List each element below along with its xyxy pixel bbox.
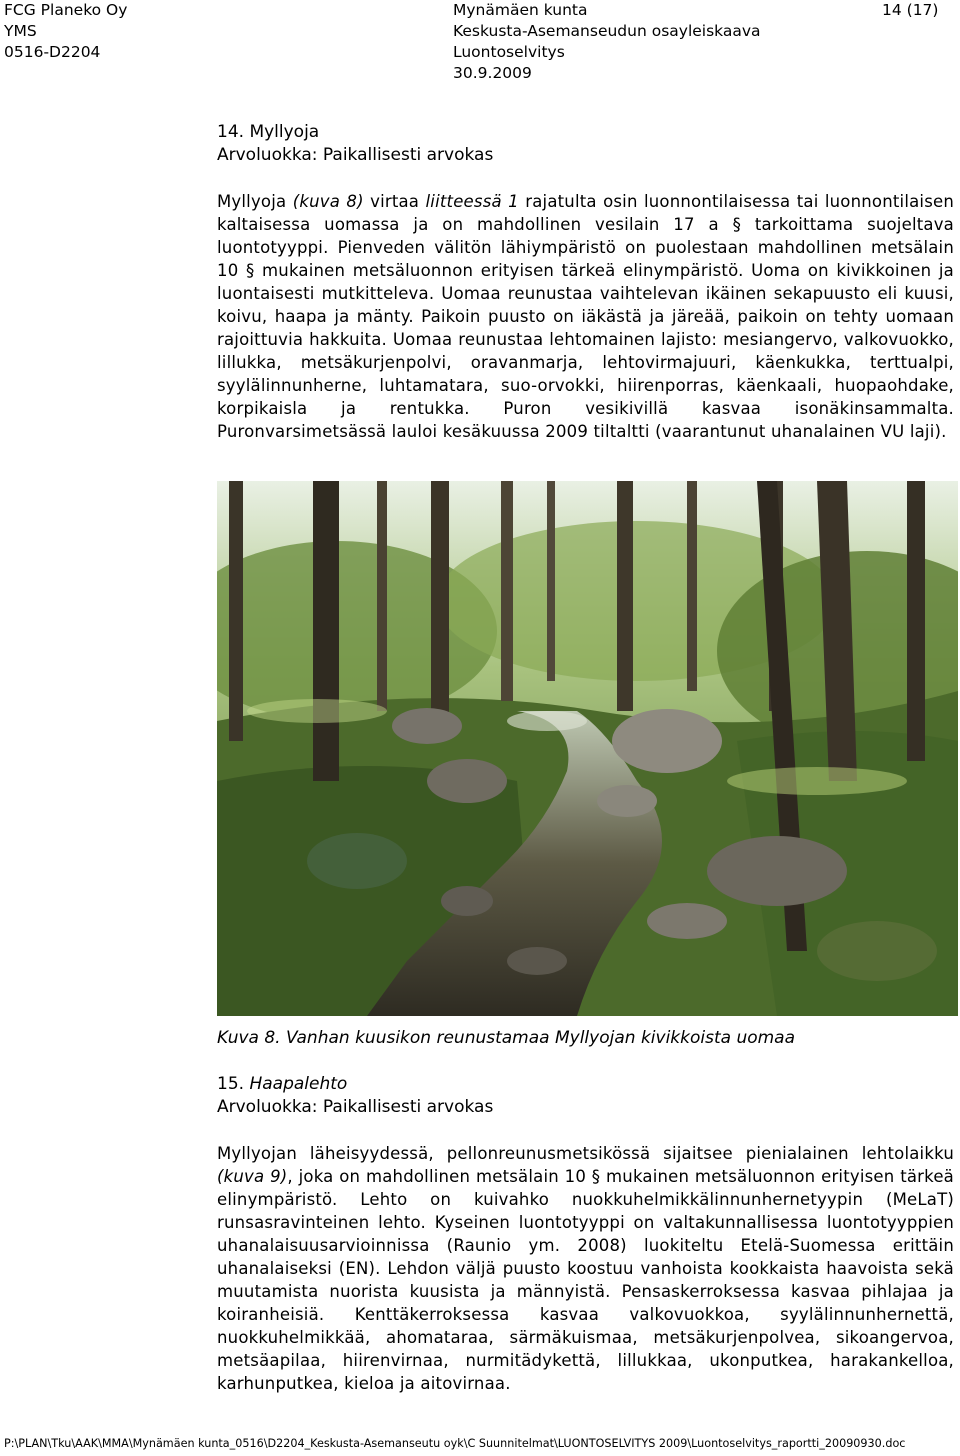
figure-reference: (kuva 8): [292, 192, 364, 211]
section-name: Haapalehto: [249, 1074, 348, 1094]
header-right: [882, 0, 938, 21]
section-14-title: 14. Myllyoja: [217, 122, 320, 142]
section-15-title: [217, 1073, 954, 1096]
section-14-rank: Arvoluokka: Paikallisesti arvokas: [217, 145, 494, 165]
section-15-paragraph: [217, 1142, 954, 1395]
section-14-paragraph: [217, 190, 954, 443]
appendix-reference: liitteessä 1: [425, 192, 519, 211]
header-left: [4, 0, 127, 63]
text-run: Myllyoja: [217, 192, 293, 211]
unit-name: YMS: [4, 22, 37, 40]
header-middle: [453, 0, 761, 84]
photo-illustration: [217, 481, 958, 1016]
page-number: 14 (17): [882, 1, 939, 19]
footer-file-path: P:\PLAN\Tku\AAK\MMA\Mynämäen kunta_0516\D2204_Keskusta-Asemanseutu oyk\C Suunnitelmat\LUONTOSELVITYS 2009\Luontoselvitys_raportti_20090930.doc: [4, 1437, 906, 1450]
company-name: FCG Planeko Oy: [4, 1, 128, 19]
forest-stream-photo: [217, 481, 958, 1016]
figure-caption: Kuva 8. Vanhan kuusikon reunustamaa Myllyojan kivikkoista uomaa: [217, 1028, 796, 1048]
text-run: virtaa: [363, 192, 426, 211]
plan-name: Keskusta-Asemanseudun osayleiskaava: [453, 22, 761, 40]
project-code: 0516-D2204: [4, 43, 101, 61]
section-14: [217, 121, 954, 443]
report-date: 30.9.2009: [453, 64, 532, 82]
figure-reference: (kuva 9): [217, 1167, 288, 1186]
section-number: 15.: [217, 1074, 250, 1094]
municipality: Mynämäen kunta: [453, 1, 588, 19]
section-15-rank: Arvoluokka: Paikallisesti arvokas: [217, 1097, 494, 1117]
section-15: [217, 1073, 954, 1395]
text-run: rajatulta osin luonnontilaisessa tai luonnontilaisen kaltaisessa uomassa ja on mahdollinen vesilain 17 a § tarkoittama suojeltava luontotyyppi. Pienveden välitön lähiympäristö on puolestaan mahdollinen metsälain 10 § mukainen metsäluonnon erityisen tärkeä elinympäristö. Uoma on kivikkoinen ja luontaisesti mutkitteleva. Uomaa reunustaa vaihtelevan ikäinen sekapuusto eli kuusi, koivu, haapa ja mänty. Paikoin puusto on iäkästä ja järeää, paikoin on tehty uomaan rajoittuvia hakkuita. Uomaa reunustaa lehtomainen lajisto: mesiangervo, valkovuokko, lillukka, metsäkurjenpolvi, oravanmarja, lehtovirmajuuri, käenkukka, terttualpi, syylälinnunherne, luhtamatara, suo-orvokki, hiirenporras, käenkaali, huopaohdake, korpikaisla ja rentukka. Puron vesikivillä kasvaa isonäkinsammalta. Puronvarsimetsässä lauloi kesäkuussa 2009 tiltaltti (vaarantunut uhanalainen VU laji).: [217, 192, 955, 441]
report-type: Luontoselvitys: [453, 43, 565, 61]
text-run: Myllyojan läheisyydessä, pellonreunusmetsikössä sijaitsee pienialainen lehtolaikku: [217, 1144, 954, 1163]
text-run: , joka on mahdollinen metsälain 10 § mukainen metsäluonnon erityisen tärkeä elinympäristö. Lehto on kuivahko nuokkuhelmikkälinnunhernetyypin (MeLaT) runsasravinteinen lehto. Kyseinen luontotyyppi on valtakunnallisessa luontotyyppien uhanalaisuusarvioinnissa (Raunio ym. 2008) luokiteltu Etelä-Suomessa erittäin uhanalaiseksi (EN). Lehdon väljä puusto koostuu vanhoista kookkaista haavoista sekä muutamista nuorista kuusista ja männyistä. Pensaskerroksessa kasvaa pihlajaa ja koiranheisiä. Kenttäkerroksessa kasvaa valkovuokkoa, syylälinnunhernettä, nuokkuhelmikkää, ahomataraa, särmäkuismaa, metsäkurjenpolvea, sikoangervoa, metsäapilaa, hiirenvirnaa, nurmitädykettä, lillukkaa, ukonputkea, harakankelloa, karhunputkea, kieloa ja aitovirnaa.: [217, 1167, 954, 1393]
